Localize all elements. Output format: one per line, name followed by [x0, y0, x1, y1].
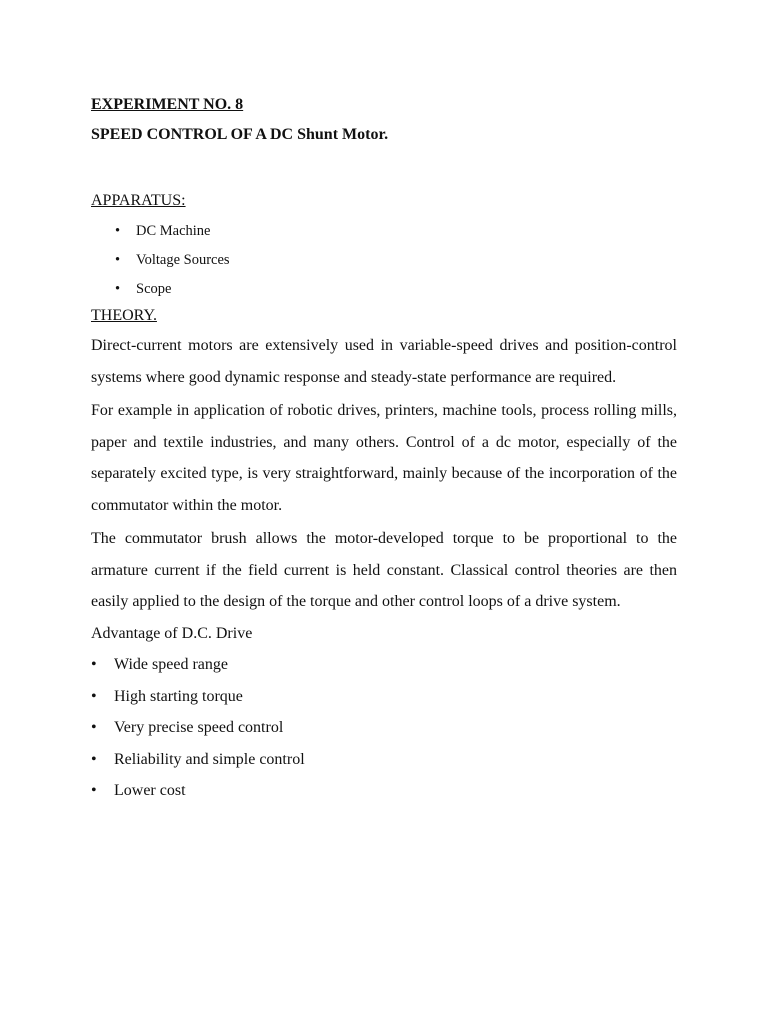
advantage-item-label: Reliability and simple control — [114, 750, 305, 768]
bullet-icon: • — [91, 782, 97, 799]
advantages-heading: Advantage of D.C. Drive — [91, 624, 253, 642]
theory-paragraph: The commutator brush allows the motor-developed torque to be proportional to the armature current if the field current is held constant. Classical control theories are then easily applied to the design of the torque and other control loops of a drive system. — [91, 530, 677, 610]
advantage-item — [91, 744, 677, 776]
advantage-item — [91, 649, 677, 681]
advantage-item — [91, 775, 677, 807]
bullet-icon: • — [91, 719, 97, 736]
bullet-icon: • — [91, 656, 97, 673]
advantage-item — [91, 681, 677, 713]
theory-paragraph: For example in application of robotic drives, printers, machine tools, process rolling mills, paper and textile industries, and many others. Control of a dc motor, especially of the separately excited type, is very straightforward, mainly because of the incorporation of the commutator within the motor. — [91, 402, 677, 514]
bullet-icon: • — [91, 750, 97, 768]
bullet-icon: • — [115, 223, 121, 239]
apparatus-item — [91, 246, 677, 275]
apparatus-item-label: Scope — [136, 281, 172, 297]
bullet-icon: • — [91, 687, 97, 705]
theory-heading: THEORY. — [91, 307, 157, 324]
advantage-item-label: Lower cost — [114, 782, 186, 799]
advantage-item-label: Very precise speed control — [114, 719, 284, 736]
theory-paragraph: Direct-current motors are extensively used in variable-speed drives and position-control systems where good dynamic response and steady-state performance are required. — [91, 337, 677, 386]
advantage-item-label: High starting torque — [114, 687, 243, 705]
document-content — [91, 93, 677, 807]
experiment-subtitle: SPEED CONTROL OF A DC Shunt Motor. — [91, 126, 389, 143]
experiment-title: EXPERIMENT NO. 8 — [91, 96, 244, 113]
bullet-icon: • — [115, 281, 121, 297]
apparatus-item — [91, 217, 677, 246]
advantages-list — [91, 649, 677, 807]
advantage-item-label: Wide speed range — [114, 656, 228, 673]
apparatus-list — [91, 217, 677, 304]
apparatus-heading: APPARATUS: — [91, 192, 186, 209]
apparatus-item-label: Voltage Sources — [136, 252, 230, 268]
bullet-icon: • — [115, 252, 121, 268]
advantage-item — [91, 712, 677, 744]
apparatus-item-label: DC Machine — [136, 223, 211, 239]
apparatus-item — [91, 275, 677, 304]
